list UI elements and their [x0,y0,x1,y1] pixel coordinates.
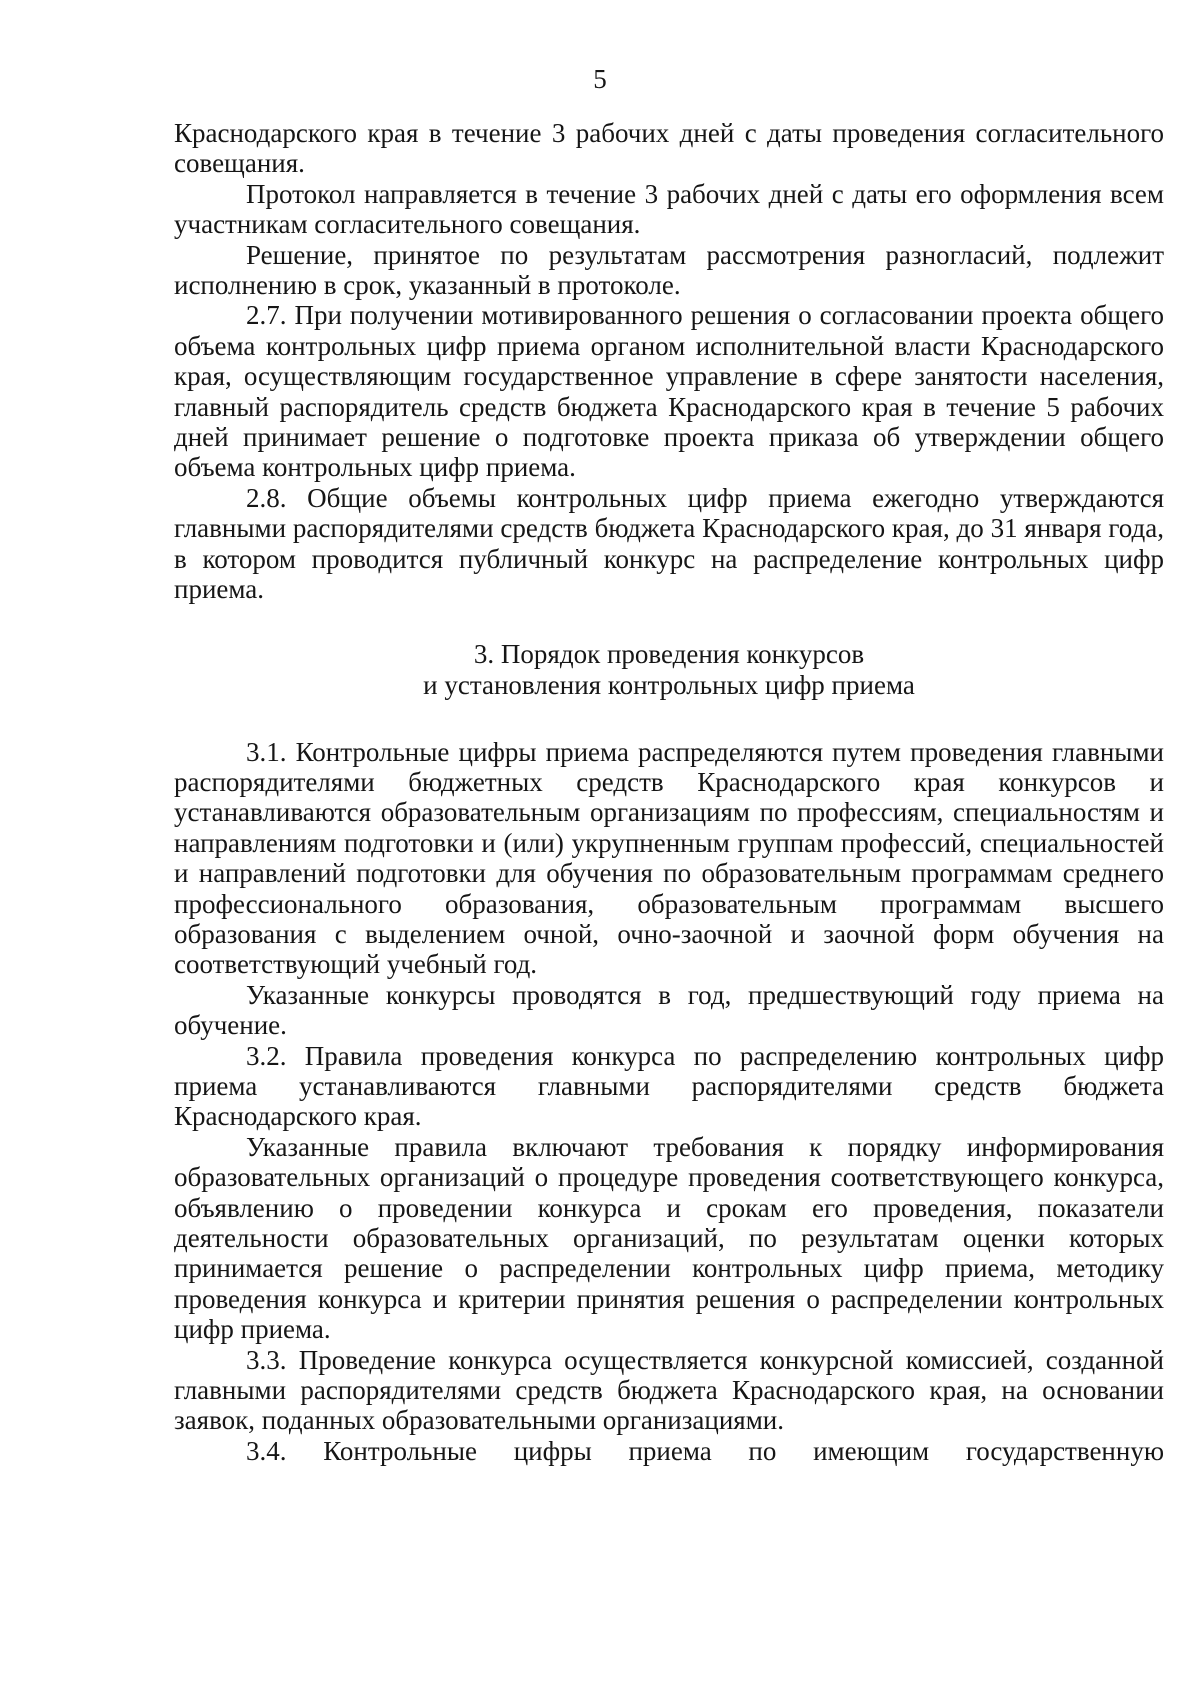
page-number: 5 [593,64,607,94]
paragraph-3-3: 3.3. Проведение конкурса осуществляется конкурсной комиссией, созданной главными распорядителями средств бюджета Краснодарского края, на основании заявок, поданных образовательными организациями. [174,1344,1164,1436]
paragraph-3-4: 3.4. Контрольные цифры приема по имеющим государственную [246,1435,1164,1466]
section-heading-line-1: 3. Порядок проведения конкурсов [473,638,865,669]
paragraph-continuation: Краснодарского края в течение 3 рабочих дней с даты проведения согласительного совещания. [174,118,1164,179]
paragraph-rules-contents: Указанные правила включают требования к порядку информирования образовательных организаций о процедуре проведения соответствующего конкурса, объявлению о проведении конкурса и срокам его проведения, показатели деятельности образовательных организаций, по результатам оценки которых принимается решение о распределении контрольных цифр приема, методику проведения конкурса и критерии принятия решения о распределении контрольных цифр приема. [174,1131,1164,1345]
paragraph-2-8: 2.8. Общие объемы контрольных цифр приема ежегодно утверждаются главными распорядителями средств бюджета Краснодарского края, до 31 января года, в котором проводится публичный конкурс на распределение контрольных цифр приема. [174,482,1164,605]
document-body [174,118,1164,1466]
paragraph-contests-timing: Указанные конкурсы проводятся в год, предшествующий году приема на обучение. [174,979,1164,1041]
paragraph-protocol: Протокол направляется в течение 3 рабочих дней с даты его оформления всем участникам согласительного совещания. [174,178,1164,240]
paragraph-2-7: 2.7. При получении мотивированного решения о согласовании проекта общего объема контрольных цифр приема органом исполнительной власти Краснодарского края, осуществляющим государственное управление в сфере занятости населения, главный распорядитель средств бюджета Краснодарского края в течение 5 рабочих дней принимает решение о подготовке проекта приказа об утверждении общего объема контрольных цифр приема. [174,300,1164,483]
paragraph-3-2: 3.2. Правила проведения конкурса по распределению контрольных цифр приема устанавливаются главными распорядителями средств бюджета Краснодарского края. [174,1040,1164,1132]
section-heading-line-2: и установления контрольных цифр приема [423,669,915,700]
paragraph-decision: Решение, принятое по результатам рассмотрения разногласий, подлежит исполнению в срок, указанный в протоколе. [174,239,1164,301]
paragraph-3-1: 3.1. Контрольные цифры приема распределяются путем проведения главными распорядителями бюджетных средств Краснодарского края конкурсов и устанавливаются образовательным организациям по профессиям, специальностям и направлениям подготовки и (или) укрупненным группам профессий, специальностей и направлений подготовки для обучения по образовательным программам среднего профессионального образования, образовательным программам высшего образования с выделением очной, очно-заочной и заочной форм обучения на соответствующий учебный год. [174,736,1164,980]
section-heading [174,639,1164,701]
